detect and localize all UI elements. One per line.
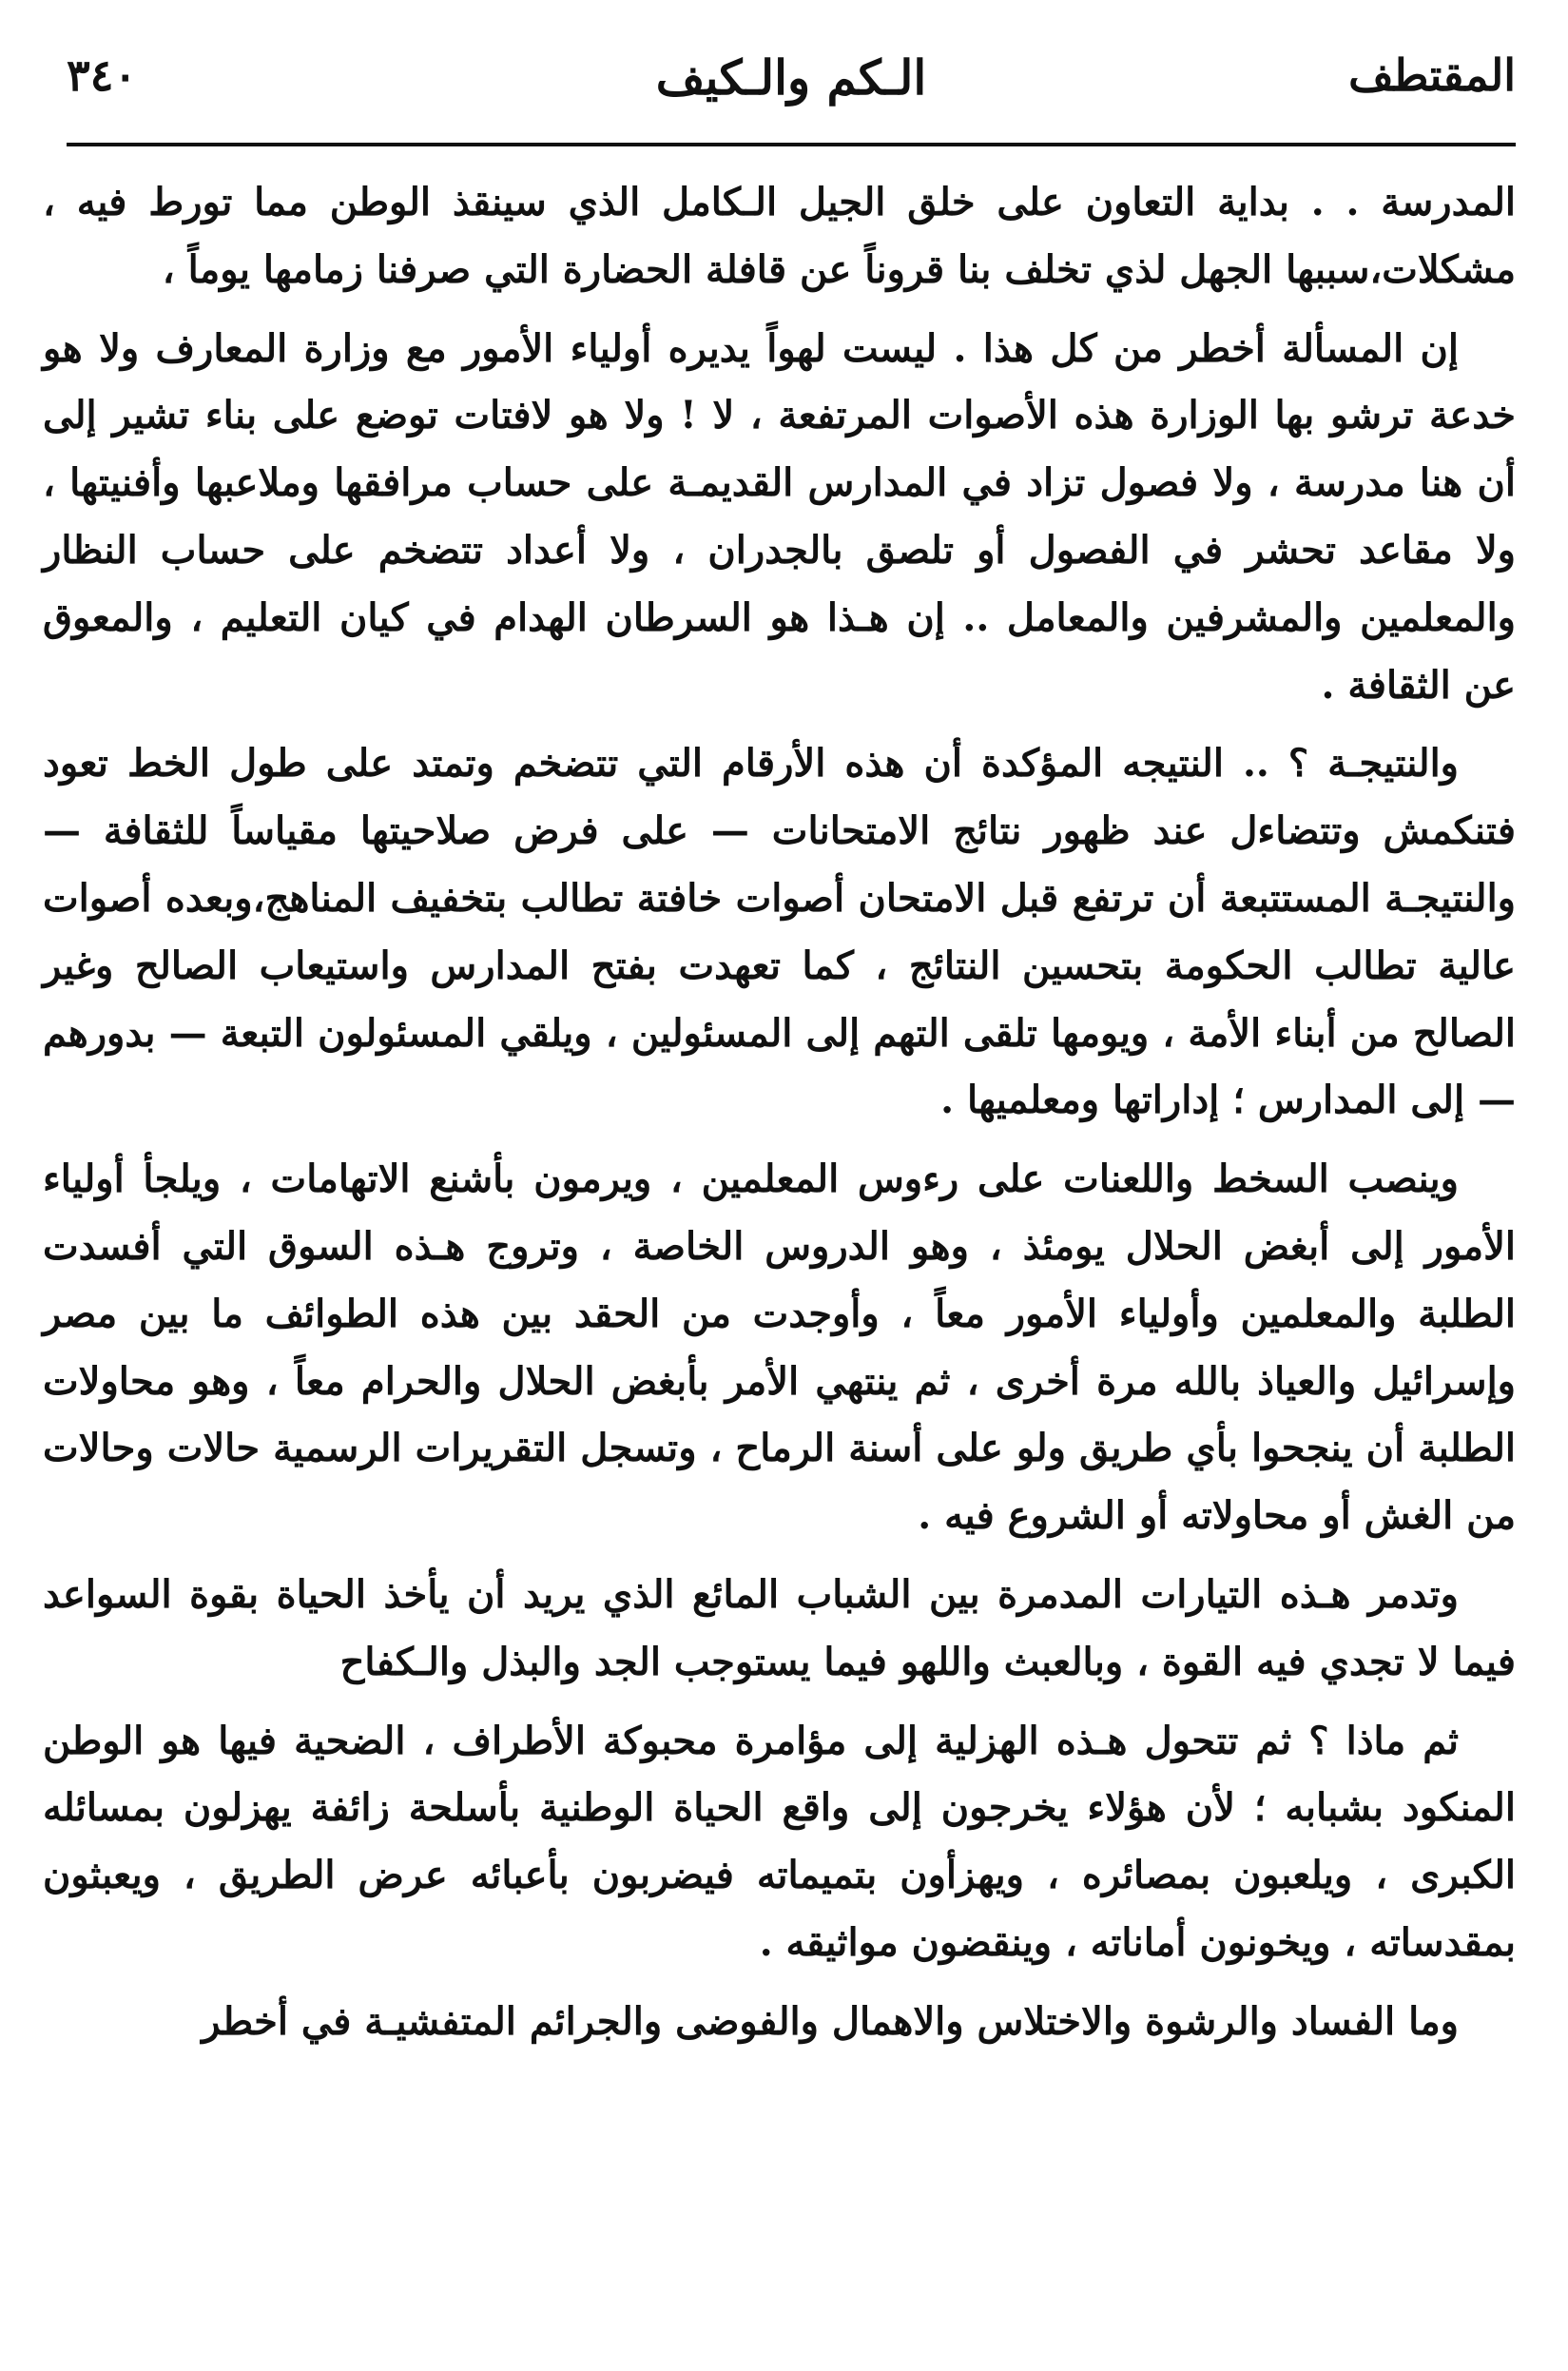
paragraph: إن المسألة أخطر من كل هذا . ليست لهواً يديره أولياء الأمور مع وزارة المعارف ولا هو خدعة ترشو بها الوزارة هذه الأصوات المرتفعة ، لا ! ولا هو لافتات توضع على بناء تشير إلى أن هنا مدرسة ، ولا فصول تزاد في المدارس القديمـة على حساب مرافقها وملاعبها وأفنيتها ، ولا مقاعد تحشر في الفصول أو تلصق بالجدران ، ولا أعداد تتضخم على حساب النظار والمعلمين والمشرفين والمعامل .. إن هـذا هو السرطان الهدام في كيان التعليم ، والمعوق عن الثقافة .: [43, 325, 1516, 708]
paragraph: وتدمر هـذه التيارات المدمرة بين الشباب المائع الذي يريد أن يأخذ الحياة بقوة السواعد فيما لا تجدي فيه القوة ، وبالعبث واللهو فيما يستوجب الجد والبذل والـكفاح: [43, 1571, 1516, 1684]
paragraph: المدرسة . . بداية التعاون على خلق الجيل الـكامل الذي سينقذ الوطن مما تورط فيه ، مشكلات،سببها الجهل لذي تخلف بنا قروناً عن قافلة الحضارة التي صرفنا زمامها يوماً ،: [43, 180, 1516, 292]
paragraph: وينصب السخط واللعنات على رءوس المعلمين ، ويرمون بأشنع الاتهامات ، ويلجأ أولياء الأمور إلى أبغض الحلال يومئذ ، وهو الدروس الخاصة ، وتروج هـذه السوق التي أفسدت الطلبة والمعلمين وأولياء الأمور معاً ، وأوجدت من الحقد بين هذه الطوائف ما بين مصر وإسرائيل والعياذ بالله مرة أخرى ، ثم ينتهي الأمر بأبغض الحلال والحرام معاً ، وهو محاولات الطلبة أن ينجحوا بأي طريق ولو على أسنة الرماح ، وتسجل التقريرات الرسمية حالات وحالات من الغش أو محاولاته أو الشروع فيه .: [43, 1156, 1517, 1539]
paragraph: والنتيجـة ؟ .. النتيجه المؤكدة أن هذه الأرقام التي تتضخم وتمتد على طول الخط تعود فتنكمش وتتضاءل عند ظهور نتائج الامتحانات — على فرض صلاحيتها مقياساً للثقافة — والنتيجـة المستتبعة أن ترتفع قبل الامتحان أصوات خافتة تطالب بتخفيف المناهج،وبعده أصوات عالية تطالب الحكومة بتحسين النتائج ، كما تعهدت بفتح المدارس واستيعاب الصالح وغير الصالح من أبناء الأمة ، ويومها تلقى التهم إلى المسئولين ، ويلقي المسئولون التبعة — بدورهم — إلى المدارس ؛ إداراتها ومعلميها .: [43, 741, 1516, 1123]
article-body: [43, 169, 1516, 2068]
paragraph: وما الفساد والرشوة والاختلاس والاهمال والفوضى والجرائم المتفشيـة في أخطر: [202, 1998, 1459, 2044]
page-header: [67, 49, 1516, 116]
article-title: الـكم والـكيف: [655, 49, 927, 106]
page-number: ٣٤٠: [67, 49, 138, 101]
journal-name: المقتطف: [1348, 49, 1516, 101]
header-divider: [67, 143, 1516, 146]
paragraph: ثم ماذا ؟ ثم تتحول هـذه الهزلية إلى مؤامرة محبوكة الأطراف ، الضحية فيها هو الوطن المنكود بشبابه ؛ لأن هؤلاء يخرجون إلى واقع الحياة الوطنية بأسلحة زائفة يهزلون بمسائله الكبرى ، ويلعبون بمصائره ، ويهزأون بتميماته فيضربون بأعبائه عرض الطريق ، ويعبثون بمقدساته ، ويخونون أماناته ، وينقضون مواثيقه .: [43, 1718, 1516, 1965]
